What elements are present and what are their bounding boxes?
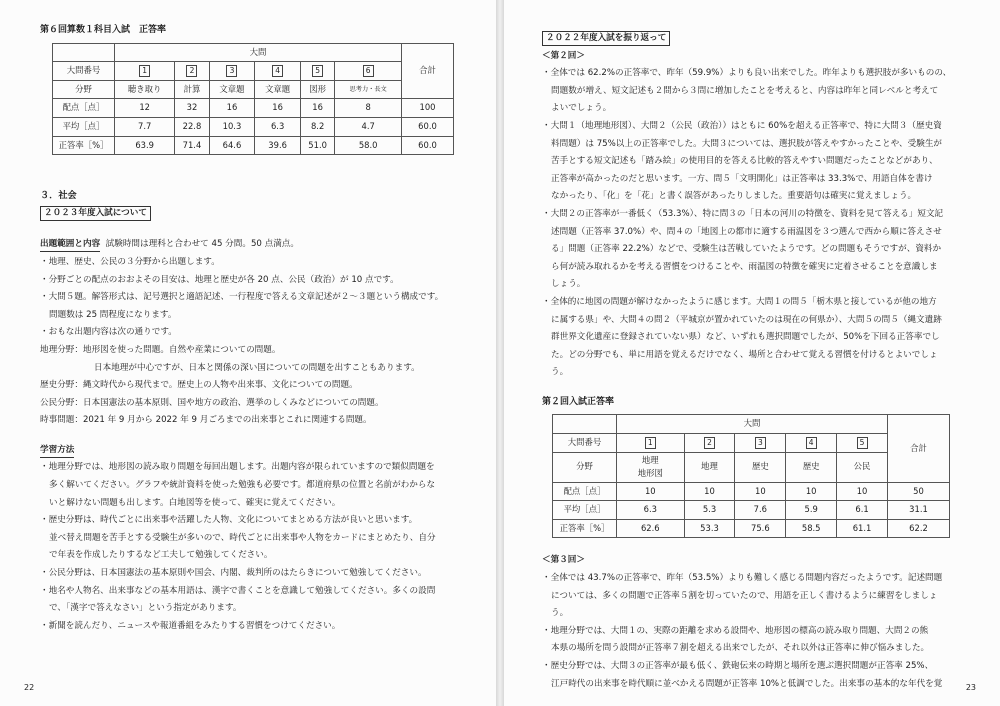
field-cell: 文章題 [209,80,255,99]
round2-line: ら何が読み取れるかを考える習慣をつけることや、雨温図の特徴を確実に定着させることを意識しま [551,261,938,272]
study-line: ・新聞を読んだり、ニュースや報道番組をみたりする習慣をつけてください。 [40,620,341,631]
field-cell-line: 地形図 [637,468,663,479]
points-cell: 10 [684,482,735,501]
qnum: 5 [857,437,868,449]
round2-line: る」問題（正答率 22.2%）などで、受験生は苦戦していたようです。どの問題もそうですが、資料か [551,244,942,255]
round2-line: う。 [551,367,569,378]
round2-line: 問題数が増え、短文記述も２問から３問に増加したことを考えると、内容は昨年と同レベルと考えて [551,85,939,96]
scope-line: ・大問５題。解答形式は、記号選択と適語記述、一行程度で答える文章記述が２～３題という構成です。 [40,292,444,303]
study-line: 並べ替え問題を苦手とする受験生が多いので、時代ごとに出来事や人物をカードにまとめたり、自分 [49,532,436,543]
points-cell: 10 [837,482,888,501]
round2-line: 苦手とする短文記述も「踏み絵」の使用目的を答える比較的答えやすい問題だったことなどがあり、 [551,156,938,167]
round2-line: た。どの分野でも、単に用語を覚えるだけでなく、場所と合わせて覚える習慣を付けるとよいでしょ [551,349,938,360]
study-line: ・地理分野では、地形図の読み取り問題を毎回出題します。出題内容が限られていますので類似問題を [40,462,435,473]
study-line: 多く解いてください。グラフや統計資料を使った勉強も必要です。都道府県の位置と名前がわからな [49,480,436,491]
rate-cell: 58.5 [786,519,837,538]
avg-cell: 7.7 [115,117,175,136]
qnum: 2 [186,65,197,77]
avg-total: 31.1 [888,501,950,520]
round2-line: 述問題（正答率 37.0%）や、問４の「地図上の都市に適する雨温図を３つ選んで西から順に答えさせ [551,226,942,237]
avg-cell: 5.3 [684,501,735,520]
round2-score-table [552,414,950,538]
label-rate: 正答率［%］ [53,136,115,155]
round2-line: ・全体的に地図の問題が解けなかったように感じます。大問１の問５「栃木県と接しているが他の地方 [542,296,937,307]
study-line: で年表を作成したりするなど工夫して勉強してください。 [49,550,273,561]
qnum: 1 [139,65,150,77]
qnum: 4 [272,65,283,77]
label-qnum: 大問番号 [553,434,617,453]
avg-cell: 6.3 [255,117,301,136]
scope-line: 公民分野：日本国憲法の基本原則、国や地方の政治、選挙のしくみなどについての問題。 [40,397,384,408]
avg-cell: 5.9 [786,501,837,520]
page-number-right: 23 [965,683,976,692]
subheading-2023: ２０２３年度入試について [40,206,151,221]
scope-line: 日本地理が中心ですが、日本と関係の深い国についての問題を出すこともあります。 [94,362,420,373]
field-cell: 歴史 [786,452,837,482]
points-cell: 8 [335,99,402,118]
round3-label: ＜第３回＞ [542,555,585,566]
round2-line: 正答率が高かったのだと思います。一方、問５「文明開化」は正答率は 33.3%で、用語自体を書け [551,173,933,184]
field-cell: 図形 [300,80,334,99]
qnum: 3 [226,65,237,77]
label-points: 配点［点］ [53,99,115,118]
label-field: 分野 [553,452,617,482]
scope-line: 試験時間は理科と合わせて 45 分間。50 点満点。 [105,239,299,250]
avg-cell: 22.8 [175,117,209,136]
field-cell: 文章題 [255,80,301,99]
math-table-title: 第６回算数１科目入試 正答率 [40,25,167,35]
field-cell-line: 地理 [641,455,659,466]
round3-line: については、多くの問題で正答率５割を切っていたので、用語を正しく書けるように練習をしましょ [551,590,938,601]
avg-total: 60.0 [402,117,454,136]
scope-label: 出題範囲と内容 [40,237,100,252]
points-cell: 12 [115,99,175,118]
points-cell: 10 [786,482,837,501]
rate-cell: 64.6 [209,136,255,155]
left-page-content [40,22,466,635]
round3-line: ・全体では 43.7%の正答率で、昨年（53.5%）よりも難しく感じる問題内容だったようです。記述問題 [542,573,943,584]
label-rate: 正答率［%］ [553,519,617,538]
rate-cell: 63.9 [115,136,175,155]
header-daimon: 大問 [115,43,402,62]
rate-cell: 62.6 [617,519,685,538]
round2-line: ・大問２の正答率が一番低く（53.3%）、特に問３の「日本の河川の特徴を、資料を見て答える」短文記 [542,208,944,219]
round2-line: 群世界文化遺産に登録されていない県）など、いずれも選択問題でしたが、50%を下回る正答率でし [551,332,940,343]
field-cell: 聴き取り [115,80,175,99]
field-cell: 地理 [684,452,735,482]
field-cell: 公民 [837,452,888,482]
round2-line: に属する県」や、大問４の問２（平城京が置かれていたのは現在の何県か）、大問５の問５（縄文遺跡 [551,314,942,325]
avg-cell: 7.6 [735,501,786,520]
rate-cell: 75.6 [735,519,786,538]
points-total: 50 [888,482,950,501]
rate-cell: 71.4 [175,136,209,155]
round2-line: なかったり、「化」を「花」と書く誤答があったりしました。重要語句は確実に覚えましょう。 [551,191,917,202]
round3-line: ・地理分野では、大問１の、実際の距離を求める設問や、地形図の標高の読み取り問題、大問２の熊 [542,625,929,636]
round3-line: う。 [551,608,569,619]
round3-line: 本県の場所を問う設問が正答率７割を超える出来でしたが、それ以外は正答率に伸び悩みました。 [551,643,930,654]
left-page [0,0,496,706]
points-total: 100 [402,99,454,118]
study-label: 学習方法 [40,443,74,458]
avg-cell: 10.3 [209,117,255,136]
rate-cell: 53.3 [684,519,735,538]
right-page [504,0,1000,706]
rate-total: 60.0 [402,136,454,155]
header-daimon: 大問 [617,415,888,434]
round2-label: ＜第２回＞ [542,50,585,61]
label-points: 配点［点］ [553,482,617,501]
rate-total: 62.2 [888,519,950,538]
points-cell: 32 [175,99,209,118]
round3-line: 江戸時代の出来事を時代順に並べかえる問題が正答率 10%と低調でした。出来事の基本的な年代を覚 [551,678,943,689]
round2-line: 料問題）は 75%以上の正答率でした。大問３については、選択肢が答えやすかったことや、受験生が [551,138,943,149]
field-cell: 歴史 [735,452,786,482]
study-line: ・歴史分野は、時代ごとに出来事や活躍した人物、文化についてまとめる方法が良いと思います。 [40,515,418,526]
round2-line: よいでしょう。 [551,103,612,114]
heading-2022: ２０２２年度入試を振り返って [542,31,670,46]
label-avg: 平均［点］ [553,501,617,520]
rate-cell: 58.0 [335,136,402,155]
scope-line: 歴史分野：縄文時代から現代まで。歴史上の人物や出来事、文化についての問題。 [40,380,358,391]
round2-line: ・全体では 62.2%の正答率で、昨年（59.9%）よりも良い出来でした。昨年よりも選択肢が多いものの、 [542,68,952,79]
math-score-table [52,43,454,156]
study-line: ・地名や人物名、出来事などの基本用語は、漢字で書くことを意識して勉強してください。多くの設問 [40,585,436,596]
qnum: 3 [755,437,766,449]
rate-cell: 61.1 [837,519,888,538]
book-gutter [496,0,504,706]
points-cell: 10 [735,482,786,501]
qnum: 2 [704,437,715,449]
avg-cell: 6.3 [617,501,685,520]
study-line: いと解けない問題も出します。白地図等を使って、確実に覚えてください。 [49,497,341,508]
avg-cell: 6.1 [837,501,888,520]
round2-table-title: 第２回入試正答率 [542,396,615,407]
avg-cell: 8.2 [300,117,334,136]
label-field: 分野 [53,80,115,99]
points-cell: 16 [300,99,334,118]
scope-line: ・おもな出題内容は次の通りです。 [40,327,177,338]
scope-line: ・地理、歴史、公民の３分野から出題します。 [40,256,220,267]
study-line: で、「漢字で答えなさい」という指定があります。 [49,603,242,614]
right-page-content [542,30,968,693]
avg-cell: 4.7 [335,117,402,136]
qnum: 1 [645,437,656,449]
label-qnum: 大問番号 [53,62,115,81]
page-number-left: 22 [24,683,35,692]
qnum: 4 [806,437,817,449]
header-total: 合計 [888,415,950,482]
points-cell: 16 [209,99,255,118]
study-line: ・公民分野は、日本国憲法の基本原則や国会、内閣、裁判所のはたらきについて勉強してください。 [40,568,427,579]
scope-line: 時事問題：2021 年 9 月から 2022 年 9 月ごろまでの出来事とこれに関連する問題。 [40,415,372,426]
points-cell: 10 [617,482,685,501]
header-total: 合計 [402,43,454,99]
round3-line: ・歴史分野では、大問３の正答率が最も低く、鉄砲伝来の時期と場所を選ぶ選択問題が正答率 25%、 [542,661,934,671]
field-cell [617,452,685,482]
points-cell: 16 [255,99,301,118]
rate-cell: 51.0 [300,136,334,155]
rate-cell: 39.6 [255,136,301,155]
round2-line: ・大問１（地理地形図）、大問２（公民（政治））はともに 60%を超える正答率で、特に大問３（歴史資 [542,120,942,131]
label-avg: 平均［点］ [53,117,115,136]
round2-line: しょう。 [551,279,586,290]
qnum: 6 [363,65,374,77]
qnum: 5 [312,65,323,77]
scope-line: 問題数は 25 問程度になります。 [49,309,177,320]
section-heading: ３．社会 [40,190,77,202]
field-cell: 思考力・長文 [335,80,402,99]
scope-line: 地理分野：地形図を使った問題。自然や産業についての問題。 [40,344,281,355]
field-cell: 計算 [175,80,209,99]
scope-line: ・分野ごとの配点のおおよその目安は、地理と歴史が各 20 点、公民（政治）が 10 点です。 [40,274,399,285]
